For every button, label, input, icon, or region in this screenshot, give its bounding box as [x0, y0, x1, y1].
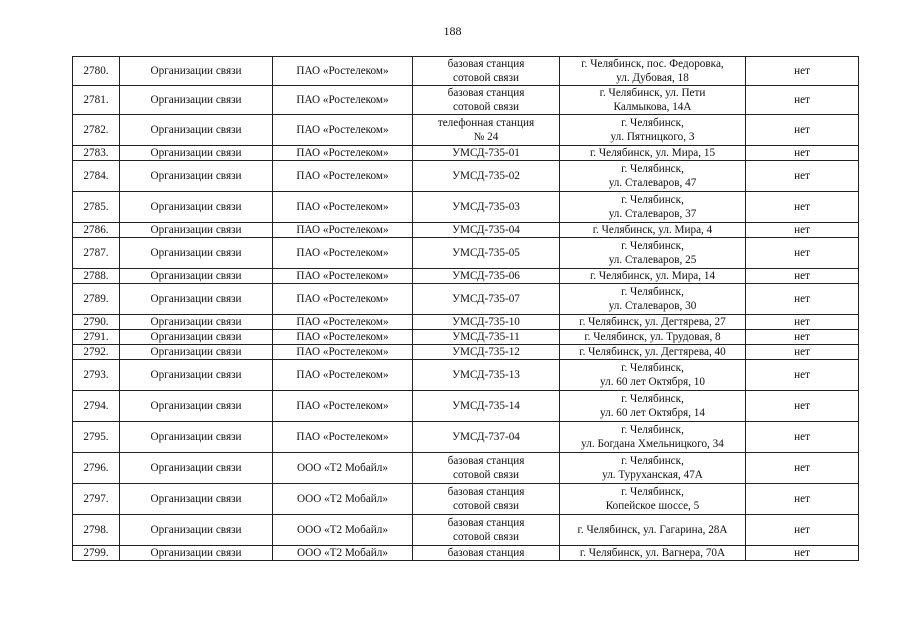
address-line: г. Челябинск, ул. Пети [599, 87, 706, 99]
category-cell: Организации связи [120, 515, 273, 546]
address-line: ул. 60 лет Октября, 14 [600, 407, 705, 419]
category-cell: Организации связи [120, 484, 273, 515]
organization-cell: ООО «Т2 Мобайл» [273, 515, 413, 546]
status-cell: нет [746, 115, 859, 146]
row-number: 2787. [73, 238, 120, 269]
organization-cell: ООО «Т2 Мобайл» [273, 484, 413, 515]
address-line: ул. Сталеваров, 37 [608, 208, 697, 220]
category-cell: Организации связи [120, 284, 273, 315]
table-row [73, 453, 859, 484]
address-cell [560, 269, 746, 284]
address-line: Копейское шоссе, 5 [605, 500, 700, 512]
category-cell: Организации связи [120, 223, 273, 238]
object-name-cell [413, 269, 560, 284]
row-number: 2798. [73, 515, 120, 546]
category-cell: Организации связи [120, 422, 273, 453]
object-name-line: телефонная станция [437, 117, 535, 129]
row-number: 2797. [73, 484, 120, 515]
table-row [73, 315, 859, 330]
object-name-line: сотовой связи [453, 531, 519, 543]
address-line: г. Челябинск, ул. Вагнера, 70А [579, 547, 726, 559]
table-row [73, 360, 859, 391]
object-name-cell [413, 391, 560, 422]
address-cell [560, 86, 746, 115]
object-name-line: УМСД-735-02 [452, 170, 520, 182]
address-cell [560, 238, 746, 269]
row-number: 2781. [73, 86, 120, 115]
organization-cell: ПАО «Ростелеком» [273, 360, 413, 391]
address-line: г. Челябинск, ул. Дегтярева, 40 [579, 346, 726, 358]
row-number: 2785. [73, 192, 120, 223]
table-row [73, 330, 859, 345]
object-name-line: базовая станция [447, 517, 525, 529]
status-cell: нет [746, 284, 859, 315]
organization-cell: ПАО «Ростелеком» [273, 422, 413, 453]
organization-cell: ПАО «Ростелеком» [273, 223, 413, 238]
object-name-cell [413, 315, 560, 330]
object-name-cell [413, 330, 560, 345]
address-line: г. Челябинск, ул. Мира, 15 [589, 147, 716, 159]
table-row [73, 269, 859, 284]
address-cell [560, 484, 746, 515]
organization-cell: ПАО «Ростелеком» [273, 161, 413, 192]
address-cell [560, 391, 746, 422]
address-line: г. Челябинск, [621, 455, 684, 467]
row-number: 2783. [73, 146, 120, 161]
row-number: 2780. [73, 57, 120, 86]
row-number: 2784. [73, 161, 120, 192]
status-cell: нет [746, 223, 859, 238]
organization-cell: ПАО «Ростелеком» [273, 345, 413, 360]
row-number: 2788. [73, 269, 120, 284]
object-name-line: УМСД-735-12 [452, 346, 520, 358]
organization-cell: ПАО «Ростелеком» [273, 146, 413, 161]
category-cell: Организации связи [120, 115, 273, 146]
object-name-line: УМСД-735-07 [452, 293, 520, 305]
object-name-line: базовая станция [447, 87, 525, 99]
address-line: г. Челябинск, [621, 362, 684, 374]
object-name-cell [413, 422, 560, 453]
status-cell: нет [746, 360, 859, 391]
address-line: г. Челябинск, ул. Трудовая, 8 [584, 331, 721, 343]
status-cell: нет [746, 515, 859, 546]
status-cell: нет [746, 422, 859, 453]
category-cell: Организации связи [120, 86, 273, 115]
address-line: г. Челябинск, пос. Федоровка, [581, 58, 724, 70]
address-cell [560, 515, 746, 546]
row-number: 2796. [73, 453, 120, 484]
address-line: Калмыкова, 14А [613, 101, 692, 113]
object-name-line: сотовой связи [453, 500, 519, 512]
object-name-cell [413, 345, 560, 360]
address-cell [560, 345, 746, 360]
organization-cell: ПАО «Ростелеком» [273, 315, 413, 330]
organization-cell: ПАО «Ростелеком» [273, 269, 413, 284]
object-name-line: сотовой связи [453, 101, 519, 113]
object-name-cell [413, 284, 560, 315]
address-cell [560, 223, 746, 238]
table-row [73, 223, 859, 238]
object-name-line: УМСД-735-06 [452, 270, 520, 282]
object-name-cell [413, 223, 560, 238]
category-cell: Организации связи [120, 345, 273, 360]
row-number: 2794. [73, 391, 120, 422]
status-cell: нет [746, 146, 859, 161]
object-name-cell [413, 192, 560, 223]
object-name-line: № 24 [473, 131, 499, 143]
table-row [73, 146, 859, 161]
table-row [73, 192, 859, 223]
status-cell: нет [746, 391, 859, 422]
table-row [73, 238, 859, 269]
status-cell: нет [746, 192, 859, 223]
address-line: г. Челябинск, [621, 194, 684, 206]
row-number: 2799. [73, 546, 120, 561]
table-row [73, 86, 859, 115]
category-cell: Организации связи [120, 453, 273, 484]
organization-cell: ООО «Т2 Мобайл» [273, 453, 413, 484]
page-number: 188 [443, 24, 462, 38]
object-name-cell [413, 57, 560, 86]
row-number: 2782. [73, 115, 120, 146]
address-line: г. Челябинск, ул. Мира, 4 [592, 224, 713, 236]
organization-cell: ПАО «Ростелеком» [273, 330, 413, 345]
address-line: ул. Туруханская, 47А [602, 469, 703, 481]
status-cell: нет [746, 345, 859, 360]
status-cell: нет [746, 330, 859, 345]
address-line: ул. 60 лет Октября, 10 [600, 376, 705, 388]
address-cell [560, 360, 746, 391]
row-number: 2793. [73, 360, 120, 391]
category-cell: Организации связи [120, 391, 273, 422]
table-row [73, 484, 859, 515]
category-cell: Организации связи [120, 161, 273, 192]
object-name-line: УМСД-735-10 [452, 316, 520, 328]
address-line: г. Челябинск, ул. Дегтярева, 27 [579, 316, 726, 328]
category-cell: Организации связи [120, 146, 273, 161]
address-cell [560, 192, 746, 223]
object-name-line: сотовой связи [453, 72, 519, 84]
object-name-line: УМСД-735-14 [452, 400, 520, 412]
row-number: 2791. [73, 330, 120, 345]
category-cell: Организации связи [120, 360, 273, 391]
object-name-line: базовая станция [447, 486, 525, 498]
address-line: г. Челябинск, [621, 424, 684, 436]
address-line: г. Челябинск, [621, 393, 684, 405]
object-name-cell [413, 453, 560, 484]
table-row [73, 345, 859, 360]
address-line: г. Челябинск, ул. Мира, 14 [589, 270, 716, 282]
address-cell [560, 57, 746, 86]
organization-cell: ПАО «Ростелеком» [273, 115, 413, 146]
address-line: ул. Сталеваров, 25 [608, 254, 697, 266]
object-name-cell [413, 161, 560, 192]
object-name-line: УМСД-735-01 [452, 147, 520, 159]
address-line: г. Челябинск, [621, 286, 684, 298]
object-name-line: УМСД-735-13 [452, 369, 520, 381]
organization-cell: ПАО «Ростелеком» [273, 86, 413, 115]
row-number: 2786. [73, 223, 120, 238]
object-name-cell [413, 360, 560, 391]
status-cell: нет [746, 269, 859, 284]
category-cell: Организации связи [120, 546, 273, 561]
address-cell [560, 146, 746, 161]
object-name-line: базовая станция [447, 547, 525, 559]
object-name-line: УМСД-735-04 [452, 224, 520, 236]
organization-cell: ПАО «Ростелеком» [273, 391, 413, 422]
table-row [73, 515, 859, 546]
object-name-line: УМСД-735-11 [452, 331, 520, 343]
status-cell: нет [746, 238, 859, 269]
address-cell [560, 161, 746, 192]
address-cell [560, 315, 746, 330]
address-cell [560, 330, 746, 345]
table-body [73, 57, 859, 561]
row-number: 2789. [73, 284, 120, 315]
address-line: г. Челябинск, [621, 240, 684, 252]
table-row [73, 57, 859, 86]
table-row [73, 115, 859, 146]
category-cell: Организации связи [120, 238, 273, 269]
address-line: г. Челябинск, [621, 163, 684, 175]
status-cell: нет [746, 315, 859, 330]
address-line: ул. Сталеваров, 47 [608, 177, 697, 189]
status-cell: нет [746, 546, 859, 561]
status-cell: нет [746, 57, 859, 86]
address-line: г. Челябинск, [621, 117, 684, 129]
category-cell: Организации связи [120, 269, 273, 284]
organization-cell: ПАО «Ростелеком» [273, 192, 413, 223]
address-line: г. Челябинск, ул. Гагарина, 28А [577, 524, 728, 536]
table-row [73, 284, 859, 315]
address-line: ул. Богдана Хмельницкого, 34 [581, 438, 724, 450]
object-name-line: сотовой связи [453, 469, 519, 481]
status-cell: нет [746, 161, 859, 192]
status-cell: нет [746, 453, 859, 484]
address-line: ул. Пятницкого, 3 [610, 131, 695, 143]
address-cell [560, 422, 746, 453]
table-row [73, 391, 859, 422]
object-name-cell [413, 515, 560, 546]
status-cell: нет [746, 86, 859, 115]
status-cell: нет [746, 484, 859, 515]
address-cell [560, 115, 746, 146]
object-name-cell [413, 484, 560, 515]
table-row [73, 546, 859, 561]
object-name-line: базовая станция [447, 455, 525, 467]
object-name-line: УМСД-735-05 [452, 247, 520, 259]
organization-cell: ООО «Т2 Мобайл» [273, 546, 413, 561]
organization-cell: ПАО «Ростелеком» [273, 238, 413, 269]
object-name-cell [413, 146, 560, 161]
organization-cell: ПАО «Ростелеком» [273, 57, 413, 86]
object-name-line: базовая станция [447, 58, 525, 70]
address-line: г. Челябинск, [621, 486, 684, 498]
address-cell [560, 453, 746, 484]
object-name-cell [413, 86, 560, 115]
address-line: ул. Сталеваров, 30 [608, 300, 697, 312]
address-cell [560, 546, 746, 561]
row-number: 2792. [73, 345, 120, 360]
category-cell: Организации связи [120, 315, 273, 330]
row-number: 2790. [73, 315, 120, 330]
category-cell: Организации связи [120, 192, 273, 223]
row-number: 2795. [73, 422, 120, 453]
object-name-cell [413, 546, 560, 561]
object-name-line: УМСД-735-03 [452, 201, 520, 213]
address-cell [560, 284, 746, 315]
object-name-cell [413, 238, 560, 269]
organization-cell: ПАО «Ростелеком» [273, 284, 413, 315]
category-cell: Организации связи [120, 57, 273, 86]
table-row [73, 422, 859, 453]
address-line: ул. Дубовая, 18 [616, 72, 689, 84]
object-name-cell [413, 115, 560, 146]
registry-table [72, 56, 859, 561]
object-name-line: УМСД-737-04 [452, 431, 520, 443]
category-cell: Организации связи [120, 330, 273, 345]
table-row [73, 161, 859, 192]
